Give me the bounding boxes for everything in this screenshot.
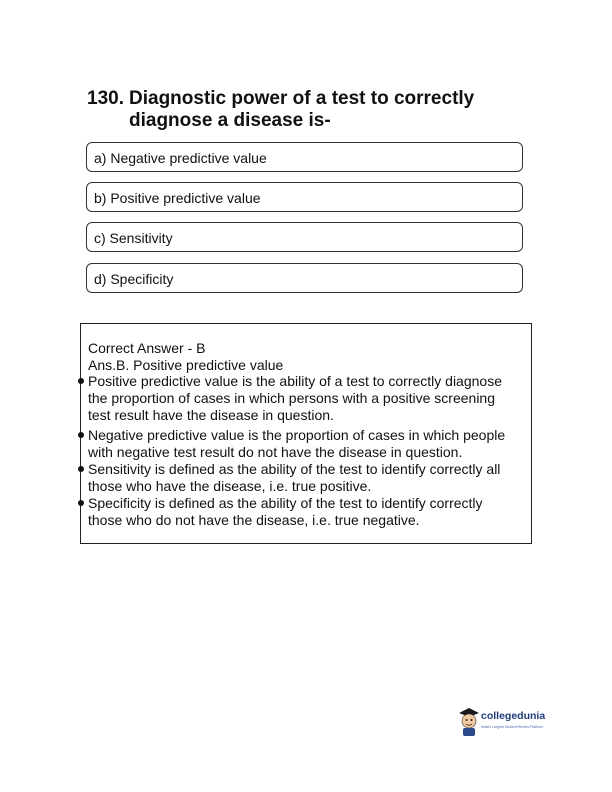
bullet-icon xyxy=(78,466,84,472)
bullet-item-ppv xyxy=(88,373,528,424)
bullet-item-sensitivity xyxy=(88,461,528,495)
option-d[interactable]: d) Specificity xyxy=(86,263,523,293)
bullet-item-npv xyxy=(88,427,528,461)
logo-name: collegedunia xyxy=(481,710,546,722)
bullet-line: those who have the disease, i.e. true positive. xyxy=(88,478,372,494)
bullet-icon xyxy=(78,432,84,438)
option-b[interactable]: b) Positive predictive value xyxy=(86,182,523,212)
correct-answer-label: Correct Answer - B xyxy=(88,340,206,356)
collegedunia-logo xyxy=(458,707,558,741)
bullet-icon xyxy=(78,378,84,384)
question-text-line-1: Diagnostic power of a test to correctly xyxy=(129,88,475,109)
bullet-line: those who do not have the disease, i.e. true negative. xyxy=(88,512,420,528)
question-text xyxy=(129,88,529,132)
bullet-line: Specificity is defined as the ability of the test to identify correctly xyxy=(88,495,483,511)
option-a[interactable]: a) Negative predictive value xyxy=(86,142,523,172)
bullet-icon xyxy=(78,500,84,506)
answer-summary: Ans.B. Positive predictive value xyxy=(88,357,284,373)
logo-tagline: India's Largest Student Review Platform xyxy=(481,725,544,729)
bullet-line: with negative test result do not have the disease in question. xyxy=(88,444,463,460)
question-number: 130. xyxy=(87,88,124,109)
question-text-line-2: diagnose a disease is- xyxy=(129,110,331,131)
option-c[interactable]: c) Sensitivity xyxy=(86,222,523,252)
bullet-line: Negative predictive value is the proportion of cases in which people xyxy=(88,427,506,443)
bullet-line: the proportion of cases in which persons with a positive screening xyxy=(88,390,495,406)
mascot-icon xyxy=(458,707,480,737)
bullet-line: test result have the disease in question. xyxy=(88,407,334,423)
bullet-line: Positive predictive value is the ability of a test to correctly diagnose xyxy=(88,373,502,389)
bullet-item-specificity xyxy=(88,495,528,529)
bullet-line: Sensitivity is defined as the ability of the test to identify correctly all xyxy=(88,461,501,477)
